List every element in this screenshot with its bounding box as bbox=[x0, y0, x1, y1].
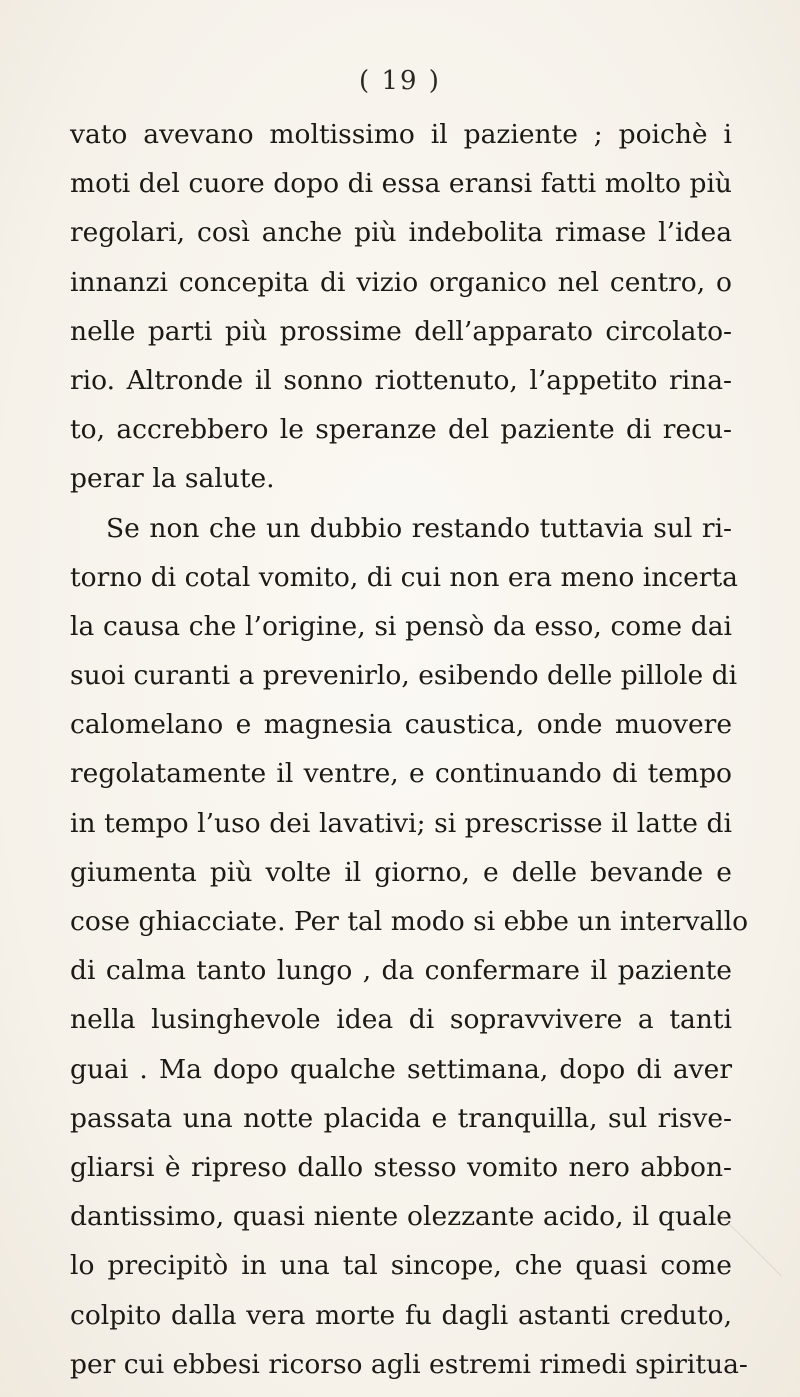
text-line: to, accrebbero le speranze del paziente di recu- bbox=[70, 414, 732, 446]
text-line: guai . Ma dopo qualche settimana, dopo di aver bbox=[70, 1053, 732, 1085]
text-line: per cui ebbesi ricorso agli estremi rimedi spiritua- bbox=[70, 1348, 748, 1380]
text-line: suoi curanti a prevenirlo, esibendo delle pillole di bbox=[70, 660, 738, 692]
text-line: calomelano e magnesia caustica, onde muovere bbox=[70, 709, 732, 741]
text-line: colpito dalla vera morte fu dagli astanti creduto, bbox=[70, 1299, 732, 1331]
text-line: regolari, così anche più indebolita rimase l’idea bbox=[70, 217, 732, 249]
text-line: di calma tanto lungo , da confermare il paziente bbox=[70, 955, 732, 987]
paragraph-2 bbox=[70, 504, 749, 1389]
text-line: nella lusinghevole idea di sopravvivere a tanti bbox=[70, 1004, 732, 1036]
text-line: dantissimo, quasi niente olezzante acido, il quale bbox=[70, 1201, 732, 1233]
text-line: regolatamente il ventre, e continuando di tempo bbox=[70, 758, 732, 790]
paragraph-1 bbox=[70, 110, 732, 504]
text-line: torno di cotal vomito, di cui non era meno incerta bbox=[70, 561, 738, 593]
text-line: lo precipitò in una tal sincope, che quasi come bbox=[70, 1250, 732, 1282]
text-line: rio. Altronde il sonno riottenuto, l’appetito rina- bbox=[70, 364, 732, 396]
text-line: Se non che un dubbio restando tuttavia sul ri- bbox=[106, 512, 732, 544]
text-line: gliarsi è ripreso dallo stesso vomito nero abbon- bbox=[70, 1151, 732, 1183]
text-line: passata una notte placida e tranquilla, sul risve- bbox=[70, 1102, 732, 1134]
text-line: in tempo l’uso dei lavativi; si prescrisse il latte di bbox=[70, 807, 732, 839]
text-line: la causa che l’origine, si pensò da esso, come dai bbox=[70, 610, 732, 642]
text-line: giumenta più volte il giorno, e delle bevande e bbox=[70, 856, 732, 888]
text-line: moti del cuore dopo di essa eransi fatti molto più bbox=[70, 168, 732, 200]
body-text bbox=[70, 110, 749, 1389]
text-line: nelle parti più prossime dell’apparato circolato- bbox=[70, 315, 732, 347]
page-number: ( 19 ) bbox=[359, 66, 441, 96]
text-line: perar la salute. bbox=[70, 463, 275, 495]
text-line: innanzi concepita di vizio organico nel centro, o bbox=[70, 266, 732, 298]
text-line: vato avevano moltissimo il paziente ; poichè i bbox=[70, 119, 732, 150]
text-line: cose ghiacciate. Per tal modo si ebbe un intervallo bbox=[70, 906, 749, 937]
